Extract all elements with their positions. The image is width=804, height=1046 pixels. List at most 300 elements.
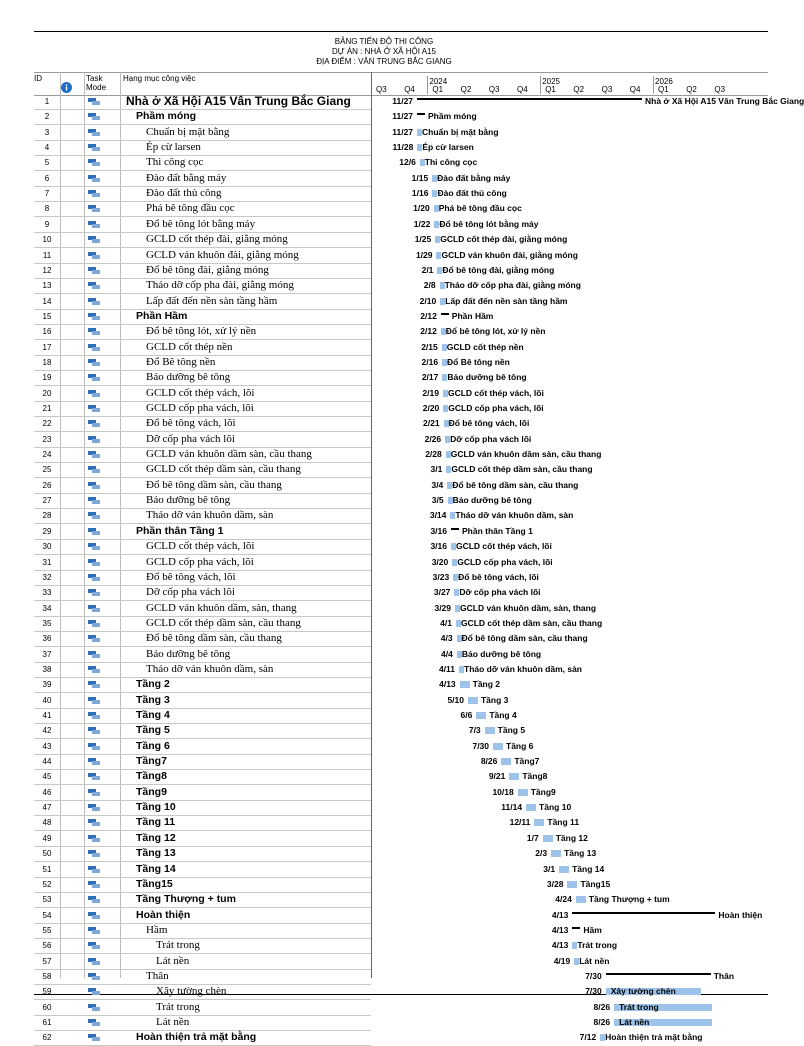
task-name: Tháo dỡ cốp pha đài, giằng móng	[146, 279, 294, 292]
task-row[interactable]	[34, 171, 371, 187]
task-id: 58	[42, 971, 52, 981]
task-row[interactable]	[34, 232, 371, 248]
timeline-quarter: Q2	[686, 85, 697, 94]
task-row[interactable]	[34, 186, 371, 202]
task-bar[interactable]	[543, 835, 553, 842]
task-row[interactable]	[34, 432, 371, 448]
summary-bar[interactable]	[417, 98, 642, 100]
task-bar-label: Tầng9	[530, 786, 556, 797]
task-row[interactable]	[34, 416, 371, 432]
task-start-date: 12/6	[399, 157, 416, 168]
task-name: GCLD cốp pha vách, lõi	[146, 402, 254, 414]
task-name: Thi công cọc	[146, 156, 204, 169]
task-bar-label: Tầng 4	[489, 710, 517, 720]
report-title: BẢNG TIẾN ĐỘ THI CÔNG	[334, 37, 434, 46]
task-bar[interactable]	[526, 804, 536, 811]
task-start-date: 11/14	[501, 802, 523, 813]
task-bar[interactable]	[518, 789, 528, 796]
task-start-date: 11/27	[392, 126, 414, 137]
task-row[interactable]	[34, 340, 371, 356]
task-name: Dỡ cốp pha vách lõi	[146, 432, 235, 445]
task-name: Tầng9	[136, 785, 167, 798]
auto-schedule-icon	[88, 804, 100, 811]
task-bar-label: Tầng7	[514, 756, 540, 767]
task-start-date: 4/13	[551, 924, 569, 935]
task-row[interactable]	[34, 693, 371, 709]
auto-schedule-icon	[88, 436, 100, 443]
auto-schedule-icon	[88, 482, 100, 489]
task-start-date: 4/19	[553, 955, 571, 966]
timeline-quarter: Q1	[658, 85, 669, 94]
task-id: 59	[42, 987, 52, 997]
task-bar-label: Tháo dỡ ván khuôn dầm, sàn	[464, 663, 582, 674]
gantt-chart	[371, 94, 804, 1043]
task-start-date: 6/6	[460, 710, 473, 720]
task-row[interactable]	[34, 386, 371, 402]
auto-schedule-icon	[88, 466, 100, 473]
task-row[interactable]	[34, 616, 371, 632]
task-row[interactable]	[34, 954, 371, 970]
auto-schedule-icon	[88, 374, 100, 381]
task-row[interactable]	[34, 524, 371, 540]
task-row[interactable]	[34, 201, 371, 217]
task-start-date: 3/1	[430, 464, 443, 475]
task-id: 34	[42, 603, 52, 613]
task-name: Phá bê tông đầu cọc	[146, 202, 235, 215]
task-bar-label: Tầng15	[580, 878, 611, 889]
task-id: 37	[42, 649, 52, 659]
task-id: 31	[42, 557, 52, 567]
task-bar-label: Tầng 6	[506, 740, 534, 751]
task-start-date: 3/5	[431, 495, 444, 506]
info-icon	[61, 82, 72, 93]
task-row[interactable]	[34, 662, 371, 678]
task-bar-label: Tầng 3	[480, 694, 509, 705]
task-name: Bảo dưỡng bê tông	[146, 494, 231, 507]
task-start-date: 2/17	[421, 372, 439, 383]
task-bar[interactable]	[501, 758, 511, 765]
task-bar[interactable]	[567, 881, 577, 888]
summary-bar[interactable]	[606, 973, 711, 975]
task-name: Đổ bê tông dầm sàn, cầu thang	[146, 632, 282, 645]
task-id: 19	[42, 373, 52, 383]
task-name: Dỡ cốp pha vách lõi	[146, 586, 235, 599]
task-bar[interactable]	[534, 819, 544, 826]
task-id: 49	[42, 833, 52, 843]
task-bar[interactable]	[493, 743, 503, 750]
task-id: 42	[42, 726, 52, 736]
task-bar-label: Đào đất bằng máy	[437, 172, 511, 183]
task-start-date: 11/27	[392, 96, 414, 106]
task-name: GCLD cốt thép đài, giằng móng	[146, 233, 288, 246]
task-id: 46	[42, 787, 52, 797]
task-bar-label: GCLD cốt thép vách, lõi	[447, 387, 544, 398]
task-start-date: 4/13	[551, 909, 569, 920]
auto-schedule-icon	[88, 850, 100, 857]
task-bar-label: Bảo dưỡng bê tông	[447, 372, 527, 383]
task-row[interactable]	[34, 785, 371, 801]
task-row[interactable]	[34, 892, 371, 908]
task-name: Hoàn thiện trả mặt bằng	[136, 1031, 257, 1044]
task-bar-label: Bảo dưỡng bê tông	[452, 495, 532, 506]
task-start-date: 3/28	[546, 878, 564, 889]
task-start-date: 4/13	[551, 940, 569, 951]
task-id: 26	[42, 480, 52, 490]
task-row[interactable]	[34, 462, 371, 478]
task-id: 17	[42, 342, 52, 352]
task-start-date: 1/29	[415, 249, 433, 260]
task-bar-label: GCLD cốt thép vách, lõi	[455, 541, 552, 552]
auto-schedule-icon	[88, 221, 100, 228]
task-start-date: 1/15	[411, 172, 429, 183]
summary-bar[interactable]	[417, 113, 425, 115]
task-id: 4	[44, 143, 50, 153]
auto-schedule-icon	[88, 743, 100, 750]
auto-schedule-icon	[88, 651, 100, 658]
task-bar-label: Đổ Bê tông nền	[447, 356, 510, 367]
task-row[interactable]	[34, 677, 371, 693]
task-bar-label: GCLD cốt thép đài, giằng móng	[440, 234, 568, 245]
task-bar[interactable]	[485, 727, 495, 734]
task-bar-label: Đổ bê tông dầm sàn, cầu thang	[452, 479, 579, 490]
task-row[interactable]	[34, 401, 371, 417]
task-bar-label: GCLD cốt thép nền	[446, 341, 524, 352]
task-start-date: 3/16	[430, 541, 447, 552]
task-start-date: 1/22	[413, 218, 431, 229]
task-id: 28	[42, 511, 52, 521]
auto-schedule-icon	[88, 697, 100, 704]
task-start-date: 2/21	[423, 418, 440, 429]
task-id: 62	[42, 1033, 52, 1043]
task-bar-label: GCLD cốp pha vách, lõi	[457, 556, 553, 567]
task-bar[interactable]	[576, 896, 586, 903]
task-bar-label: Phần Hầm	[451, 310, 494, 321]
summary-bar[interactable]	[441, 313, 449, 315]
task-bar[interactable]	[476, 712, 486, 719]
task-row[interactable]	[34, 447, 371, 463]
task-id: 10	[42, 235, 52, 245]
task-id: 20	[42, 388, 52, 398]
auto-schedule-icon	[88, 451, 100, 458]
task-row[interactable]	[34, 938, 371, 954]
task-bar[interactable]	[509, 773, 519, 780]
task-bar-label: Hoàn thiện	[718, 909, 763, 920]
task-row[interactable]	[34, 94, 371, 110]
task-bar-label: Dỡ cốp pha vách lõi	[459, 587, 541, 598]
auto-schedule-icon	[88, 543, 100, 550]
task-name: Hầm	[146, 923, 168, 936]
task-bar-label: Đổ bê tông lót, xử lý nền	[445, 326, 546, 337]
auto-schedule-icon	[88, 712, 100, 719]
task-name: Tầng 10	[136, 801, 176, 814]
task-bar-label: Bảo dưỡng bê tông	[461, 648, 542, 659]
task-row[interactable]	[34, 248, 371, 264]
task-start-date: 4/13	[439, 679, 456, 690]
auto-schedule-icon	[88, 236, 100, 243]
task-row[interactable]	[34, 217, 371, 233]
task-bar-label: Tầng 11	[547, 817, 580, 828]
task-row[interactable]	[34, 1030, 371, 1046]
task-row[interactable]	[34, 555, 371, 571]
task-name: Trát trong	[156, 1000, 200, 1013]
task-row[interactable]	[34, 647, 371, 663]
task-start-date: 3/1	[543, 863, 556, 874]
task-bar[interactable]	[559, 866, 569, 873]
task-start-date: 2/19	[422, 387, 439, 398]
task-row[interactable]	[34, 754, 371, 770]
auto-schedule-icon	[88, 1034, 100, 1041]
task-id: 51	[42, 864, 52, 874]
task-name: Tầng 12	[136, 831, 176, 844]
task-start-date: 7/30	[585, 970, 602, 981]
task-name: Tầng 11	[136, 816, 176, 829]
auto-schedule-icon	[88, 159, 100, 166]
task-bar-label: Lát nền	[579, 955, 610, 966]
task-row[interactable]	[34, 846, 371, 862]
timeline-year: 2025	[542, 77, 560, 86]
task-name: Tầng 3	[136, 693, 170, 706]
task-bar-label: Tháo dỡ ván khuôn dầm, sàn	[455, 510, 574, 521]
task-row[interactable]	[34, 1000, 371, 1016]
task-id: 45	[42, 772, 52, 782]
task-start-date: 5/10	[447, 694, 464, 705]
task-id: 18	[42, 357, 52, 367]
task-bar-label: Nhà ở Xã Hội A15 Vân Trung Bắc Giang	[645, 96, 804, 106]
task-row[interactable]	[34, 508, 371, 524]
task-start-date: 2/10	[419, 295, 437, 306]
auto-schedule-icon	[88, 589, 100, 596]
timeline-quarter: Q3	[376, 85, 387, 94]
task-name: GCLD cốt thép dầm sàn, cầu thang	[146, 463, 301, 476]
task-start-date: 8/26	[593, 1001, 611, 1012]
task-bar-label: Đổ bê tông vách, lõi	[458, 571, 539, 582]
task-bar-label: Thi công cọc	[424, 157, 478, 168]
task-id: 44	[42, 757, 52, 767]
task-name: Phầm móng	[136, 110, 197, 123]
auto-schedule-icon	[88, 758, 100, 765]
task-row[interactable]	[34, 324, 371, 340]
task-bar[interactable]	[460, 681, 470, 688]
task-row[interactable]	[34, 769, 371, 785]
task-row[interactable]	[34, 631, 371, 647]
task-bar-label: Đổ bê tông lót bằng máy	[439, 218, 539, 229]
task-row[interactable]	[34, 478, 371, 494]
auto-schedule-icon	[88, 927, 100, 934]
task-name: Phần Hầm	[136, 309, 188, 322]
task-start-date: 1/7	[526, 832, 539, 843]
auto-schedule-icon	[88, 328, 100, 335]
task-row[interactable]	[34, 708, 371, 724]
task-bar-label: Đổ bê tông đài, giằng móng	[442, 264, 555, 275]
timeline-quarter: Q3	[714, 85, 726, 94]
task-bar-label: Đào đất thủ công	[437, 188, 507, 199]
task-row[interactable]	[34, 800, 371, 816]
task-row[interactable]	[34, 155, 371, 171]
task-bar-label: GCLD cốt thép dầm sàn, cầu thang	[460, 617, 603, 628]
task-name: Tháo dỡ ván khuôn dầm, sàn	[146, 509, 274, 522]
task-name: Ép cừ larsen	[146, 141, 201, 154]
task-start-date: 3/16	[430, 525, 447, 536]
auto-schedule-icon	[88, 390, 100, 397]
task-bar-label: GCLD ván khuôn đài, giằng móng	[441, 249, 578, 260]
task-bar-label: GCLD ván khuôn dầm, sàn, thang	[460, 602, 597, 613]
task-row[interactable]	[34, 294, 371, 310]
auto-schedule-icon	[88, 129, 100, 136]
task-row[interactable]	[34, 539, 371, 555]
task-name: Tầng8	[136, 770, 167, 783]
task-start-date: 3/14	[429, 510, 447, 521]
task-id: 5	[44, 158, 50, 168]
task-name: Lát nền	[156, 1016, 190, 1028]
task-start-date: 4/3	[440, 633, 453, 644]
task-name-column-header[interactable]: Hạng mục công việc	[123, 74, 196, 83]
task-start-date: 3/20	[431, 556, 449, 567]
summary-bar[interactable]	[572, 927, 580, 929]
task-name: GCLD ván khuôn đài, giằng móng	[146, 248, 299, 261]
task-row[interactable]	[34, 877, 371, 893]
auto-schedule-icon	[88, 313, 100, 320]
task-bar-label: Lấp đất đến nền sàn tầng hầm	[445, 295, 568, 306]
task-mode-column-header[interactable]: Task Mode	[86, 74, 107, 92]
task-bar[interactable]	[468, 697, 478, 704]
auto-schedule-icon	[88, 528, 100, 535]
task-row[interactable]	[34, 815, 371, 831]
task-row[interactable]	[34, 908, 371, 924]
auto-schedule-icon	[88, 175, 100, 182]
task-start-date: 2/28	[425, 449, 442, 460]
task-row[interactable]	[34, 739, 371, 755]
auto-schedule-icon	[88, 420, 100, 427]
task-row[interactable]	[34, 370, 371, 386]
task-bar-label: Thân	[713, 970, 735, 981]
task-name: Tháo dỡ ván khuôn dầm, sàn	[146, 662, 274, 675]
timeline-quarter: Q2	[460, 85, 472, 94]
task-name: Tầng 14	[136, 862, 176, 875]
task-id: 14	[42, 296, 52, 306]
task-name: Tầng 6	[136, 739, 170, 752]
task-row[interactable]	[34, 585, 371, 601]
task-start-date: 4/24	[555, 894, 572, 905]
task-row[interactable]	[34, 278, 371, 294]
task-name: GCLD ván khuôn dầm sàn, cầu thang	[146, 448, 312, 461]
year-divider	[653, 76, 654, 94]
task-row[interactable]	[34, 109, 371, 125]
auto-schedule-icon	[88, 144, 100, 151]
task-row[interactable]	[34, 140, 371, 156]
task-bar[interactable]	[551, 850, 561, 857]
timeline-quarter: Q2	[573, 85, 585, 94]
auto-schedule-icon	[88, 497, 100, 504]
task-row[interactable]	[34, 969, 371, 985]
summary-bar[interactable]	[572, 912, 715, 914]
task-start-date: 2/15	[421, 341, 438, 352]
task-id: 1	[44, 97, 50, 106]
task-name: GCLD cốt thép vách, lõi	[146, 540, 255, 553]
task-id: 24	[42, 450, 52, 460]
auto-schedule-icon	[88, 98, 100, 105]
task-start-date: 3/27	[433, 587, 451, 598]
task-row[interactable]	[34, 355, 371, 371]
task-name: GCLD ván khuôn dầm, sàn, thang	[146, 601, 297, 614]
task-row[interactable]	[34, 984, 371, 1000]
task-name: GCLD cốp pha vách, lõi	[146, 555, 254, 568]
task-start-date: 12/11	[509, 817, 531, 828]
task-bar-label: Xây tường chèn	[610, 986, 676, 997]
task-bar-label: Tháo dỡ cốp pha đài, giằng móng	[444, 280, 581, 291]
task-bar-label: Tầng 13	[564, 848, 597, 859]
task-bar-label: Tầng 2	[472, 679, 501, 690]
task-start-date: 2/3	[535, 848, 548, 859]
task-row[interactable]	[34, 493, 371, 509]
task-start-date: 2/8	[423, 280, 436, 291]
task-row[interactable]	[34, 601, 371, 617]
auto-schedule-icon	[88, 973, 100, 980]
task-row[interactable]	[34, 723, 371, 739]
task-row[interactable]	[34, 923, 371, 939]
task-id: 36	[42, 634, 52, 644]
task-bar-label: GCLD ván khuôn dầm sàn, cầu thang	[450, 449, 602, 460]
timeline-year: 2026	[655, 77, 673, 86]
auto-schedule-icon	[88, 866, 100, 873]
task-name: Đổ bê tông vách, lõi	[146, 570, 236, 583]
task-bar-label: Tầng 12	[555, 832, 588, 843]
id-column-header[interactable]: ID	[34, 74, 42, 83]
timeline-quarter: Q3	[601, 85, 613, 94]
task-name: Đổ bê tông lót, xử lý nền	[146, 325, 257, 338]
task-row[interactable]	[34, 570, 371, 586]
project-name: DỰ ÁN : NHÀ Ở XÃ HỘI A15	[332, 47, 436, 56]
task-row[interactable]	[34, 1015, 371, 1031]
auto-schedule-icon	[88, 1004, 100, 1011]
task-bar-label: Phần thân Tầng 1	[461, 525, 533, 536]
task-row[interactable]	[34, 125, 371, 141]
task-id: 15	[42, 311, 52, 321]
task-bar-label: Tầng 14	[572, 863, 605, 874]
auto-schedule-icon	[88, 559, 100, 566]
task-row[interactable]	[34, 862, 371, 878]
task-name: Bảo dưỡng bê tông	[146, 371, 231, 384]
task-row[interactable]	[34, 309, 371, 325]
task-name: Đào đất bằng máy	[146, 171, 227, 184]
task-id: 27	[42, 496, 52, 506]
task-name: Lát nền	[156, 954, 190, 967]
auto-schedule-icon	[88, 881, 100, 888]
task-name: Phần thân Tầng 1	[136, 524, 224, 537]
task-row[interactable]	[34, 831, 371, 847]
auto-schedule-icon	[88, 912, 100, 919]
task-bar-label: Phá bê tông đầu cọc	[438, 203, 522, 214]
task-name: Tầng7	[136, 755, 167, 768]
task-bar-label: Dỡ cốp pha vách lõi	[450, 433, 532, 444]
task-id: 11	[42, 250, 52, 260]
task-bar-label: Tầng Thượng + tum	[588, 894, 670, 905]
timeline-quarter: Q1	[545, 85, 556, 94]
task-id: 29	[42, 526, 52, 536]
project-location: ĐỊA ĐIỂM : VÂN TRUNG BẮC GIANG	[316, 57, 452, 66]
auto-schedule-icon	[88, 1019, 100, 1026]
auto-schedule-icon	[88, 605, 100, 612]
task-id: 60	[42, 1002, 52, 1012]
task-bar-label: Lát nền	[619, 1017, 650, 1027]
task-row[interactable]	[34, 263, 371, 279]
timeline-quarter: Q4	[517, 85, 528, 94]
task-id: 33	[42, 588, 52, 598]
task-start-date: 2/1	[421, 264, 434, 275]
task-bar-label: Trát trong	[577, 940, 618, 951]
task-name: Tầng 4	[136, 709, 170, 721]
task-id: 55	[42, 925, 52, 935]
task-name: Trát trong	[156, 939, 200, 952]
